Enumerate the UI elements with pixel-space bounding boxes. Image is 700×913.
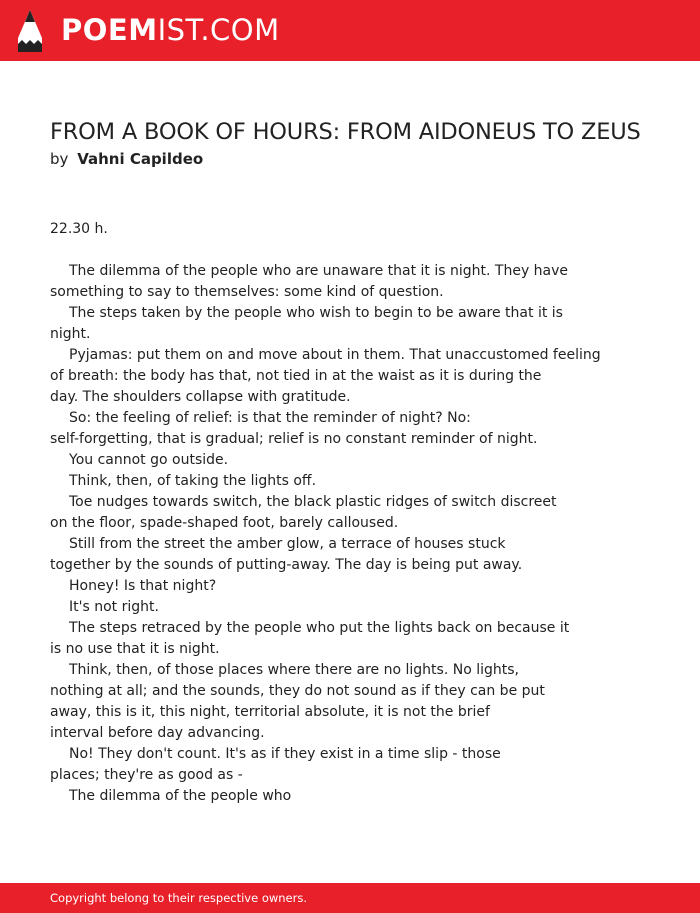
poem-line: The dilemma of the people who: [69, 788, 292, 804]
poem-line: night.: [50, 326, 91, 342]
poem-line: is no use that it is night.: [50, 641, 220, 657]
logo-bold-text: POEM: [61, 13, 158, 47]
poem-line: 22.30 h.: [50, 221, 108, 237]
site-logo[interactable]: [61, 12, 280, 48]
poem-line: self-forgetting, that is gradual; relief is no constant reminder of night.: [50, 431, 538, 447]
poem-line: Think, then, of those places where there are no lights. No lights,: [69, 662, 519, 678]
author-name[interactable]: Vahni Capildeo: [77, 150, 204, 168]
poem-line: Honey! Is that night?: [69, 578, 217, 594]
site-footer: [0, 883, 700, 913]
poem-body: [50, 219, 670, 807]
poem-line: Still from the street the amber glow, a terrace of houses stuck: [69, 536, 506, 552]
byline: [50, 149, 203, 169]
poem-line: away, this is it, this night, territorial absolute, it is not the brief: [50, 704, 490, 720]
poem-line: Think, then, of taking the lights off.: [69, 473, 317, 489]
poem-line: of breath: the body has that, not tied in at the waist as it is during the: [50, 368, 542, 384]
pencil-tip-icon[interactable]: [18, 10, 42, 52]
poem-title: FROM A BOOK OF HOURS: FROM AIDONEUS TO ZEUS: [50, 119, 641, 145]
poem-line: together by the sounds of putting-away. The day is being put away.: [50, 557, 523, 573]
by-label: by: [50, 150, 69, 168]
copyright-text: Copyright belong to their respective owners.: [50, 891, 308, 905]
poem-line: No! They don't count. It's as if they exist in a time slip - those: [69, 746, 501, 762]
poem-line: You cannot go outside.: [69, 452, 229, 468]
poem-line: So: the feeling of relief: is that the reminder of night? No:: [69, 410, 471, 426]
poem-line: interval before day advancing.: [50, 725, 265, 741]
poem-line: Pyjamas: put them on and move about in them. That unaccustomed feeling: [69, 347, 601, 363]
poem-line: The steps retraced by the people who put the lights back on because it: [69, 620, 570, 636]
poem-line: The dilemma of the people who are unaware that it is night. They have: [69, 263, 569, 279]
poem-line: [50, 240, 670, 261]
poem-line: on the floor, spade-shaped foot, barely calloused.: [50, 515, 399, 531]
poem-line: The steps taken by the people who wish to begin to be aware that it is: [69, 305, 563, 321]
poem-line: something to say to themselves: some kind of question.: [50, 284, 444, 300]
poem-line: day. The shoulders collapse with gratitude.: [50, 389, 351, 405]
poem-line: It's not right.: [69, 599, 159, 615]
poem-line: nothing at all; and the sounds, they do not sound as if they can be put: [50, 683, 545, 699]
poem-line: places; they're as good as -: [50, 767, 243, 783]
site-header: [0, 0, 700, 61]
poem-line: Toe nudges towards switch, the black plastic ridges of switch discreet: [69, 494, 557, 510]
logo-light-text: IST.COM: [157, 13, 280, 47]
